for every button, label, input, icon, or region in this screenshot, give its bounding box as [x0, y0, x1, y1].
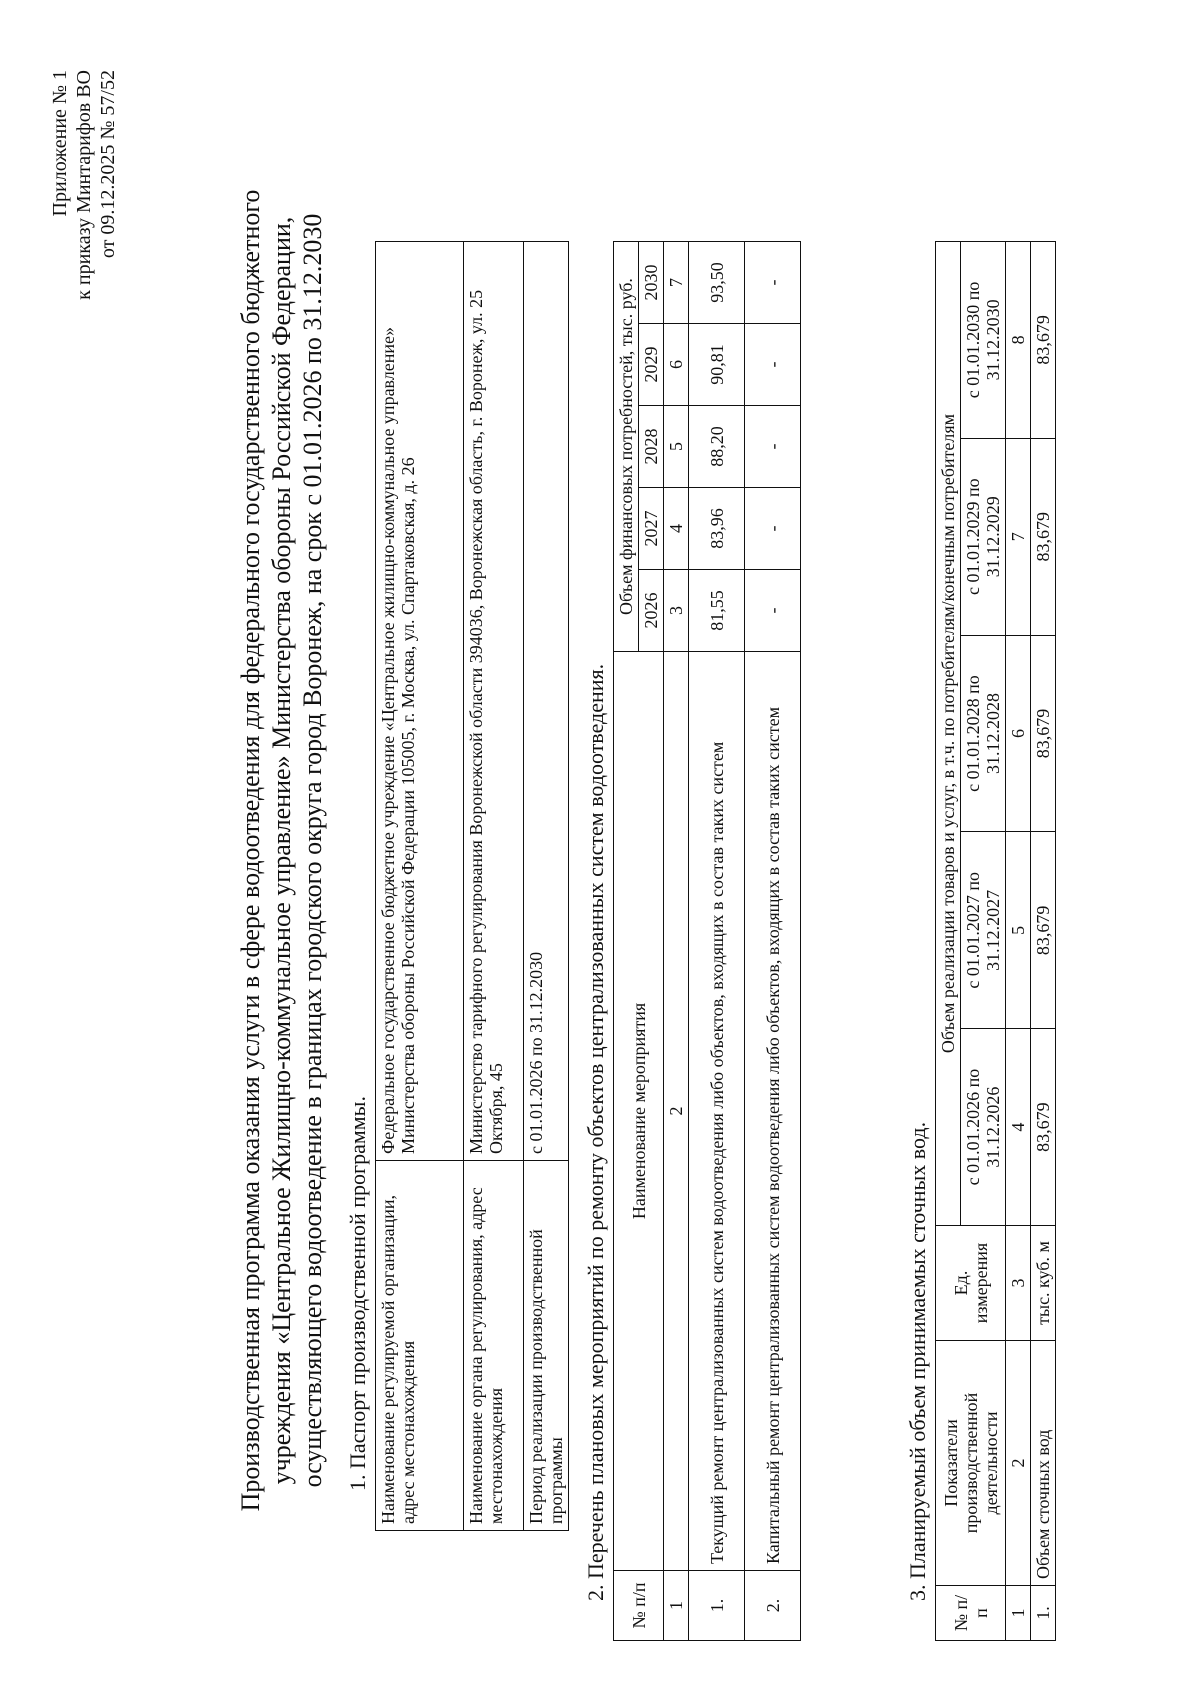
passport-label: Наименование органа регулирования, адрес местонахождения [464, 1161, 524, 1531]
cost-value: 93,50 [689, 242, 745, 324]
header-sales-volume: Объем реализации товаров и услуг, в т.ч. по потребителям/конечным потребителям [936, 242, 961, 1226]
indicator-name: Объем сточных вод [1031, 1341, 1056, 1586]
section1-heading: 1. Паспорт производственной программы. [345, 1096, 370, 1491]
title-line-2: учреждения «Центральное Жилищно-коммунальное управление» Министерства обороны Российской Федерации, [267, 216, 296, 1485]
column-number: 4 [1006, 1029, 1031, 1226]
column-number: 7 [664, 242, 689, 324]
measure-name: Текущий ремонт централизованных систем водоотведения либо объектов, входящих в состав таких систем [689, 652, 745, 1571]
volume-value: 83,679 [1031, 1029, 1056, 1226]
table-row [1031, 242, 1056, 1641]
column-number: 6 [664, 324, 689, 406]
column-number: 3 [1006, 1226, 1031, 1341]
column-number: 7 [1006, 438, 1031, 635]
table-row [524, 242, 569, 1531]
passport-table [375, 241, 569, 1531]
title-line-1: Производственная программа оказания услуги в сфере водоотведения для федерального государственного бюджетного [236, 189, 265, 1512]
column-number: 2 [1006, 1341, 1031, 1586]
section2-heading: 2. Перечень плановых мероприятий по ремонту объектов централизованных систем водоотведения. [583, 663, 608, 1601]
column-number: 8 [1006, 242, 1031, 439]
document-title [235, 60, 328, 1641]
header-period: с 01.01.2030 по 31.12.2030 [961, 242, 1006, 439]
unit-value: тыс. куб. м [1031, 1226, 1056, 1341]
cost-value: - [745, 488, 801, 570]
header-measure-name: Наименование мероприятия [614, 652, 664, 1571]
table-header-row [936, 242, 961, 1641]
annex-date: от 09.12.2025 № 57/52 [97, 70, 119, 259]
header-period: с 01.01.2026 по 31.12.2026 [961, 1029, 1006, 1226]
cost-value: - [745, 242, 801, 324]
annex-number: Приложение № 1 [49, 70, 71, 217]
column-number: 2 [664, 652, 689, 1571]
header-year: 2026 [639, 570, 664, 652]
header-year: 2028 [639, 406, 664, 488]
header-num: № п/п [936, 1586, 1006, 1641]
annex-order: к приказу Минтарифов ВО [73, 70, 95, 300]
header-period: с 01.01.2029 по 31.12.2029 [961, 438, 1006, 635]
header-unit: Ед. измерения [936, 1226, 1006, 1341]
column-number-row [664, 242, 689, 1641]
header-year: 2030 [639, 242, 664, 324]
cost-value: - [745, 406, 801, 488]
cost-value: 90,81 [689, 324, 745, 406]
header-year: 2029 [639, 324, 664, 406]
header-year: 2027 [639, 488, 664, 570]
header-financial-volume: Объем финансовых потребностей, тыс. руб. [614, 242, 639, 652]
passport-label: Период реализации производственной программы [524, 1161, 569, 1531]
header-period: с 01.01.2028 по 31.12.2028 [961, 635, 1006, 832]
passport-value: с 01.01.2026 по 31.12.2030 [524, 242, 569, 1161]
column-number: 5 [664, 406, 689, 488]
column-number: 4 [664, 488, 689, 570]
table-row [745, 242, 801, 1641]
passport-label: Наименование регулируемой организации, адрес местонахождения [376, 1161, 464, 1531]
column-number-row [1006, 242, 1031, 1641]
title-line-3: осуществляющего водоотведение в границах городского округа город Воронеж, на срок с 01.01.2026 по 31.12.2030 [298, 213, 327, 1488]
column-number: 1 [1006, 1586, 1031, 1641]
volume-value: 83,679 [1031, 832, 1056, 1029]
wastewater-volume-table [935, 241, 1056, 1641]
volume-value: 83,679 [1031, 635, 1056, 832]
section3-heading: 3. Планируемый объем принимаемых сточных вод. [905, 1121, 930, 1601]
repair-measures-table [613, 241, 801, 1641]
row-num: 1. [1031, 1586, 1056, 1641]
passport-value: Министерство тарифного регулирования Воронежской области 394036, Воронежская область, г. Воронеж, ул. 25 Октября, 45 [464, 242, 524, 1161]
measure-name: Капитальный ремонт централизованных систем водоотведения либо объектов, входящих в состав таких систем [745, 652, 801, 1571]
header-period: с 01.01.2027 по 31.12.2027 [961, 832, 1006, 1029]
table-row [464, 242, 524, 1531]
cost-value: - [745, 570, 801, 652]
column-number: 3 [664, 570, 689, 652]
cost-value: 81,55 [689, 570, 745, 652]
annex-block [48, 70, 120, 300]
table-row [689, 242, 745, 1641]
table-row [376, 242, 464, 1531]
row-num: 2. [745, 1571, 801, 1641]
row-num: 1. [689, 1571, 745, 1641]
table-header-row [614, 242, 639, 1641]
column-number: 1 [664, 1571, 689, 1641]
volume-value: 83,679 [1031, 242, 1056, 439]
header-num: № п/п [614, 1571, 664, 1641]
cost-value: 88,20 [689, 406, 745, 488]
volume-value: 83,679 [1031, 438, 1056, 635]
cost-value: - [745, 324, 801, 406]
column-number: 6 [1006, 635, 1031, 832]
passport-value: Федеральное государственное бюджетное учреждение «Центральное жилищно-коммунальное управление» Министерства обороны Российской Федерации 105005, г. Москва, ул. Спартаковская, д. 26 [376, 242, 464, 1161]
cost-value: 83,96 [689, 488, 745, 570]
column-number: 5 [1006, 832, 1031, 1029]
header-indicator: Показатели производственной деятельности [936, 1341, 1006, 1586]
